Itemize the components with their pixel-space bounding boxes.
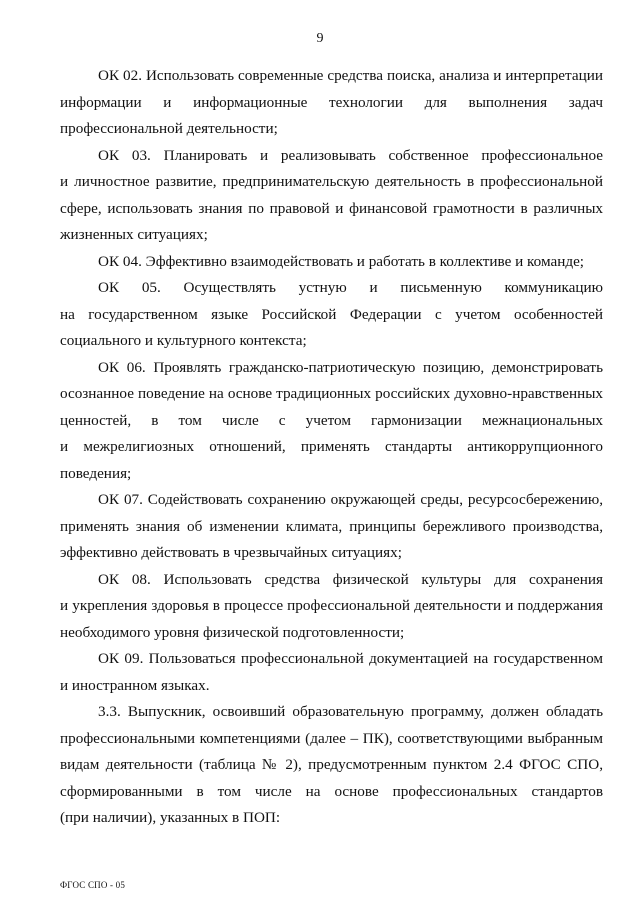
text-line: и межрелигиозных отношений, применять стандарты антикоррупционного xyxy=(60,438,603,455)
paragraph-ok-09 xyxy=(60,646,603,699)
text-line: 3.3. Выпускник, освоивший образовательную программу, должен обладать xyxy=(98,703,603,720)
text-line: жизненных ситуациях; xyxy=(60,226,208,243)
text-line: ОК 05. Осуществлять устную и письменную коммуникацию xyxy=(98,279,603,296)
paragraph-ok-03 xyxy=(60,143,603,249)
text-line: видам деятельности (таблица № 2), предусмотренным пунктом 2.4 ФГОС СПО, xyxy=(60,756,603,773)
text-line: ОК 08. Использовать средства физической культуры для сохранения xyxy=(98,570,603,588)
text-line: ОК 04. Эффективно взаимодействовать и работать в коллективе и команде; xyxy=(98,252,585,270)
paragraph-ok-04 xyxy=(60,249,603,276)
text-line: ценностей, в том числе с учетом гармонизации межнациональных xyxy=(60,411,603,429)
text-line: профессиональными компетенциями (далее – ПК), соответствующими выбранным xyxy=(60,729,603,747)
text-line: ОК 07. Содействовать сохранению окружающей среды, ресурсосбережению, xyxy=(98,491,603,508)
text-line: на государственном языке Российской Федерации с учетом особенностей xyxy=(60,305,603,323)
paragraph-ok-05 xyxy=(60,275,603,355)
text-line: ОК 02. Использовать современные средства поиска, анализа и интерпретации xyxy=(98,67,603,84)
text-line: ОК 09. Пользоваться профессиональной документацией на государственном xyxy=(98,650,603,667)
text-line: и иностранном языках. xyxy=(60,676,210,694)
text-line: ОК 06. Проявлять гражданско-патриотическую позицию, демонстрировать xyxy=(98,358,603,376)
footer-code: ФГОС СПО - 05 xyxy=(60,880,126,890)
paragraph-ok-08 xyxy=(60,567,603,647)
text-line: осознанное поведение на основе традиционных российских духовно-нравственных xyxy=(60,385,603,402)
page-number: 9 xyxy=(316,31,324,46)
text-line: и укрепления здоровья в процессе профессиональной деятельности и поддержания xyxy=(60,597,603,614)
paragraph-ok-07 xyxy=(60,487,603,567)
text-line: (при наличии), указанных в ПОП: xyxy=(60,809,281,826)
paragraph-ok-02 xyxy=(60,63,603,143)
text-line: и личностное развитие, предпринимательскую деятельность в профессиональной xyxy=(60,173,603,190)
text-line: эффективно действовать в чрезвычайных ситуациях; xyxy=(60,544,402,561)
text-line: поведения; xyxy=(60,464,132,482)
text-line: сформированными в том числе на основе профессиональных стандартов xyxy=(60,782,603,800)
text-line: применять знания об изменении климата, принципы бережливого производства, xyxy=(60,517,603,535)
text-line: сфере, использовать знания по правовой и финансовой грамотности в различных xyxy=(60,199,603,217)
text-line: социального и культурного контекста; xyxy=(60,332,307,349)
paragraph-3-3 xyxy=(60,699,603,832)
document-body xyxy=(60,63,603,832)
text-line: необходимого уровня физической подготовленности; xyxy=(60,623,405,641)
text-line: ОК 03. Планировать и реализовывать собственное профессиональное xyxy=(98,146,603,164)
text-line: информации и информационные технологии для выполнения задач xyxy=(60,93,603,111)
paragraph-ok-06 xyxy=(60,355,603,488)
text-line: профессиональной деятельности; xyxy=(60,120,278,137)
